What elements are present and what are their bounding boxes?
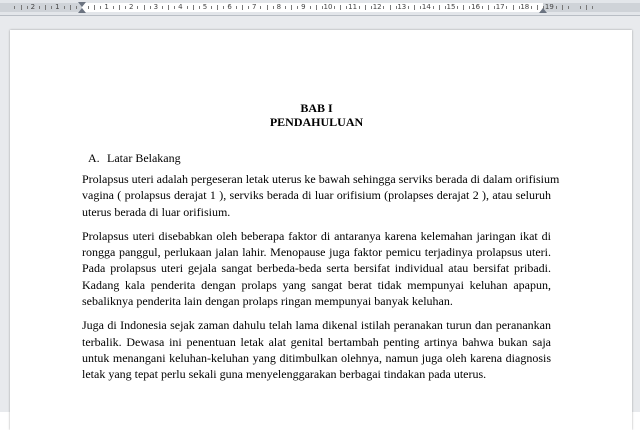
- ruler-tick: [174, 6, 175, 9]
- ruler-tick: [310, 6, 311, 9]
- paragraph-line: uterus berada di luar orifisium.: [82, 204, 231, 219]
- ruler-tick: [340, 5, 341, 10]
- ruler-tick: [236, 6, 237, 9]
- ruler-tick: [396, 6, 397, 9]
- paragraph-line: terbalik. Dewasa ini penentuan letak alat genital bertambah penting artinya bahwa bukan saja: [82, 334, 551, 349]
- ruler-tick: [371, 6, 372, 9]
- ruler-tick: [334, 6, 335, 9]
- body-paragraph: [82, 317, 551, 382]
- body-paragraphs: [82, 171, 560, 383]
- ruler-tick: [291, 5, 292, 10]
- ruler-tick: [562, 5, 563, 10]
- ruler-tick: [463, 5, 464, 10]
- ruler-tick: [506, 6, 507, 9]
- ruler-tick: [297, 6, 298, 9]
- body-paragraph: [82, 228, 551, 309]
- ruler-tick: [346, 6, 347, 9]
- ruler-tick: [223, 6, 224, 9]
- ruler-tick: [94, 5, 95, 10]
- ruler-tick: [137, 6, 138, 9]
- ruler-tick: [494, 6, 495, 9]
- ruler-label: 5: [202, 3, 208, 11]
- ruler-tick: [433, 6, 434, 9]
- ruler-tick: [248, 6, 249, 9]
- ruler-tick: [125, 6, 126, 9]
- ruler-tick: [457, 6, 458, 9]
- ruler-tick: [359, 6, 360, 9]
- ruler-tick: [580, 6, 581, 9]
- body-paragraph: [82, 171, 560, 220]
- ruler-label: 17: [495, 3, 505, 11]
- ruler-label: 2: [30, 3, 36, 11]
- paragraph-line: untuk menangani keluhan-keluhan yang ditimbulkan olehnya, namun juga oleh karena diagnosis: [82, 350, 551, 365]
- ruler-label: 19: [544, 3, 554, 11]
- ruler-tick: [531, 6, 532, 9]
- ruler-label: 13: [397, 3, 407, 11]
- ruler-tick: [45, 5, 46, 10]
- ruler-tick: [439, 5, 440, 10]
- paragraph-line: Kadang kala penderita dengan prolaps yang sangat berat tidak mempunyai keluhan apapun,: [82, 277, 551, 292]
- paragraph-line: letak yang tepat perlu sekali guna menyelenggarakan berbagai tindakan pada uterus.: [82, 367, 487, 382]
- ruler-tick: [199, 6, 200, 9]
- ruler-tick: [14, 6, 15, 9]
- section-heading: [88, 151, 551, 165]
- ruler-tick: [445, 6, 446, 9]
- ruler-tick: [568, 6, 569, 9]
- ruler-tick: [27, 6, 28, 9]
- ruler-label: 3: [153, 3, 159, 11]
- ruler-tick: [482, 6, 483, 9]
- paragraph-line: sebaliknya penderita lain dengan prolaps ringan mempunyai banyak keluhan.: [82, 294, 453, 309]
- paragraph-line: vagina ( prolapsus derajat 1 ), serviks berada di luar orifisium (prolapses derajat 2 ), atau seluruh: [82, 188, 551, 203]
- paragraph-line: rongga panggul, perlukaan jalan lahir. Menopause juga faktor pemicu terjadinya prolapsus uteri.: [82, 245, 551, 260]
- document-page[interactable]: [10, 30, 632, 430]
- ruler-tick: [556, 6, 557, 9]
- ruler-tick: [537, 5, 538, 10]
- hanging-indent-marker[interactable]: [78, 8, 86, 13]
- ruler-tick: [119, 5, 120, 10]
- ruler-tick: [168, 5, 169, 10]
- ruler-tick: [273, 6, 274, 9]
- ruler-tick: [365, 5, 366, 10]
- ruler-tick: [420, 6, 421, 9]
- ruler-tick: [242, 5, 243, 10]
- ruler-label: 2: [128, 3, 134, 11]
- ruler-tick: [316, 5, 317, 10]
- ruler-label: 6: [227, 3, 232, 11]
- ruler-tick: [88, 6, 89, 9]
- ruler-tick: [211, 6, 212, 9]
- ruler-tick: [519, 6, 520, 9]
- paragraph-line: Prolapsus uteri adalah pergeseran letak uterus ke bawah sehingga serviks berada di dalam orifisium: [82, 172, 560, 186]
- ruler-label: 1: [104, 3, 109, 11]
- ruler-tick: [76, 6, 77, 9]
- ruler-tick: [39, 6, 40, 9]
- ruler-tick: [408, 6, 409, 9]
- ruler-tick: [100, 6, 101, 9]
- ruler-tick: [390, 5, 391, 10]
- horizontal-ruler[interactable]: [0, 0, 640, 16]
- ruler-tick: [150, 6, 151, 9]
- ruler-tick: [162, 6, 163, 9]
- ruler-tick: [414, 5, 415, 10]
- ruler-tick: [21, 5, 22, 10]
- ruler-tick: [469, 6, 470, 9]
- ruler-tick: [592, 6, 593, 9]
- ruler-label: 14: [421, 3, 431, 11]
- ruler-label: 8: [276, 3, 282, 11]
- ruler-tick: [187, 6, 188, 9]
- chapter-title: PENDAHULUAN: [269, 115, 364, 129]
- ruler-label: 12: [372, 3, 382, 11]
- ruler-tick: [260, 6, 261, 9]
- ruler-label: 11: [348, 3, 358, 11]
- ruler-tick: [322, 6, 323, 9]
- first-line-indent-marker[interactable]: [78, 2, 86, 7]
- ruler-tick: [144, 5, 145, 10]
- ruler-tick: [285, 6, 286, 9]
- ruler-tick: [70, 5, 71, 10]
- ruler-label: 7: [251, 3, 257, 11]
- paragraph-line: Juga di Indonesia sejak zaman dahulu telah lama dikenal istilah peranakan turun dan peranankan: [82, 318, 551, 333]
- ruler-label: 9: [301, 3, 306, 11]
- ruler-label: 4: [178, 3, 183, 11]
- section-number: A.: [88, 151, 100, 165]
- ruler-tick: [586, 5, 587, 10]
- chapter-number: BAB I: [300, 101, 333, 115]
- ruler-tick: [51, 6, 52, 9]
- ruler-tick: [513, 5, 514, 10]
- ruler-label: 1: [55, 3, 60, 11]
- ruler-label: 16: [471, 3, 481, 11]
- ruler-tick: [217, 5, 218, 10]
- section-label: Latar Belakang: [107, 151, 181, 165]
- ruler-label: 15: [446, 3, 456, 11]
- ruler-tick: [383, 6, 384, 9]
- ruler-tick: [488, 5, 489, 10]
- ruler-label: 18: [520, 3, 530, 11]
- document-workspace: [0, 16, 640, 412]
- ruler-tick: [113, 6, 114, 9]
- paragraph-line: Pada prolapsus uteri gejala sangat berbeda-beda serta bersifat individual atau bersifat pribadi.: [82, 261, 551, 276]
- ruler-tick: [267, 5, 268, 10]
- paragraph-line: Prolapsus uteri disebabkan oleh beberapa faktor di antaranya karena kelemahan jaringan ikat di: [82, 228, 551, 243]
- ruler-label: 10: [323, 3, 333, 11]
- page-content: [82, 101, 560, 383]
- right-indent-marker[interactable]: [539, 8, 547, 13]
- ruler-tick: [193, 5, 194, 10]
- ruler-tick: [64, 6, 65, 9]
